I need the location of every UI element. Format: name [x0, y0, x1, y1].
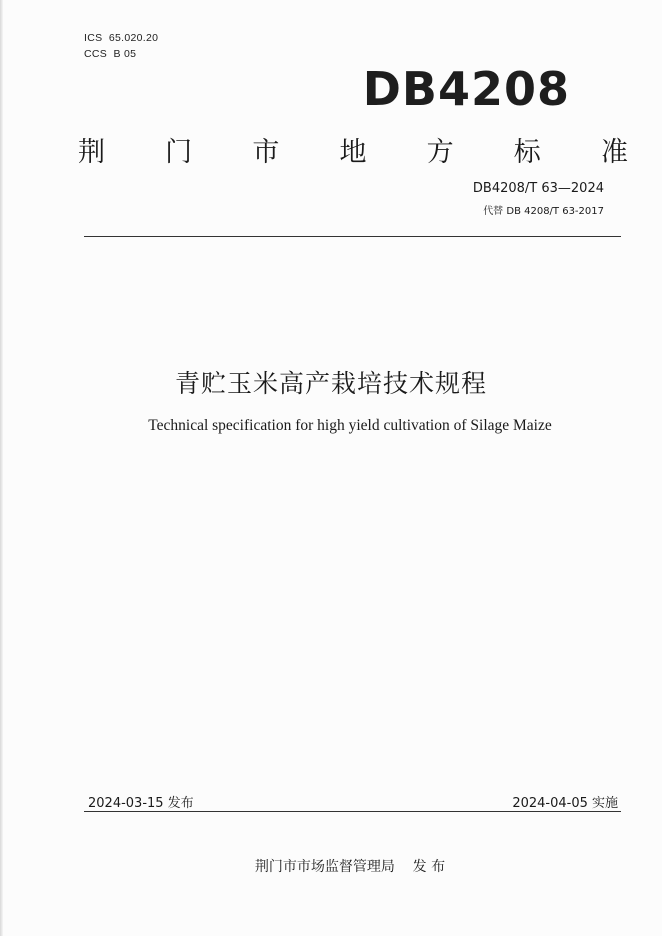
standard-type-char: 准: [600, 137, 628, 168]
standard-type-char: 门: [165, 137, 193, 168]
standard-type-char: 地: [339, 137, 367, 168]
document-title-english: Technical specification for high yield cultivation of Silage Maize: [148, 417, 552, 434]
publisher-line: 荆门市市场监督管理局 发 布: [254, 859, 446, 875]
implementation-date: 2024-04-05 实施: [512, 796, 618, 811]
standard-type-char: 荆: [78, 137, 105, 168]
standard-number: DB4208/T 63—2024: [472, 181, 604, 196]
scan-edge-shadow: [0, 0, 3, 936]
standard-type-heading: [78, 137, 628, 169]
standard-type-char: 方: [426, 137, 454, 168]
ccs-code: CCS B 05: [84, 48, 137, 60]
issue-date: 2024-03-15 发布: [88, 796, 194, 811]
header-divider: [84, 236, 621, 237]
document-title-chinese: 青贮玉米高产栽培技术规程: [174, 369, 487, 398]
ics-code: ICS 65.020.20: [84, 32, 159, 44]
replaces-standard: 代替 DB 4208/T 63-2017: [483, 206, 604, 217]
standard-code-logo: DB4208: [362, 62, 570, 116]
standard-type-char: 标: [513, 137, 541, 168]
footer-divider: [84, 811, 621, 812]
standard-type-char: 市: [252, 137, 280, 168]
classification-codes: [84, 30, 158, 62]
